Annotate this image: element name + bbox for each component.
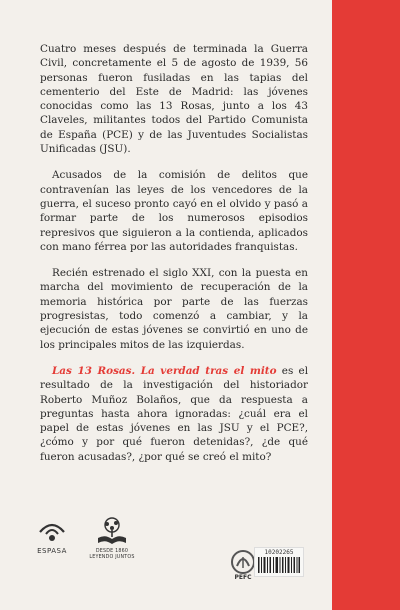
barcode-sticker [254, 547, 304, 577]
barcode-number: 10202265 [264, 549, 294, 556]
planeta-logo [84, 516, 140, 561]
red-spine-band [332, 0, 400, 610]
blurb-paragraph-1: Cuatro meses después de terminada la Guerra Civil, concretamente el 5 de agosto de 1939, 56 personas fueron fusiladas en las tapias del cementerio del Este de Madrid: las jóvenes conocidas como las 13 Rosas, junto a los 43 Claveles, militantes todos del Partido Comunista de España (PCE) y de las Juventudes Socialistas Unificadas (JSU). [40, 43, 308, 156]
blurb-paragraph-3: Recién estrenado el siglo XXI, con la puesta en marcha del movimiento de recuperación de la memoria histórica por parte de las fuerzas progresistas, todo comenzó a cambiar, y la ejecución de estas jóvenes se convirtió en uno de los principales mitos de las izquierdas. [40, 267, 308, 351]
planeta-label-line2: LEYENDO JUNTOS [89, 555, 135, 560]
blurb-text [40, 42, 308, 476]
planeta-label-line1: DESDE 1860 [95, 549, 129, 554]
espasa-logo [30, 516, 74, 555]
espasa-label: ESPASA [37, 547, 67, 555]
book-tree-icon [94, 516, 130, 546]
book-title: Las 13 Rosas. La verdad tras el mito [52, 364, 277, 377]
espasa-logo-icon [36, 516, 68, 544]
barcode-icon [258, 557, 300, 573]
pefc-label: PEFC [234, 574, 252, 581]
blurb-paragraph-2: Acusados de la comisión de delitos que contravenían las leyes de los vencedores de la guerra, el suceso pronto cayó en el olvido y pasó a formar parte de los numerosos episodios represivos que siguieron a la contienda, aplicados con mano férrea por las autoridades franquistas. [40, 169, 308, 253]
blurb-paragraph-4 [40, 364, 308, 464]
blurb-paragraph-4-text: es el resultado de la investigación del historiador Roberto Muñoz Bolaños, que da respuesta a preguntas hasta ahora ignoradas: ¿cuál era el papel de estas jóvenes en las JSU y el PCE?, ¿cómo y por qué fueron detenidas?, ¿de qué fueron acusadas?, ¿por qué se creó el mito? [40, 364, 309, 463]
